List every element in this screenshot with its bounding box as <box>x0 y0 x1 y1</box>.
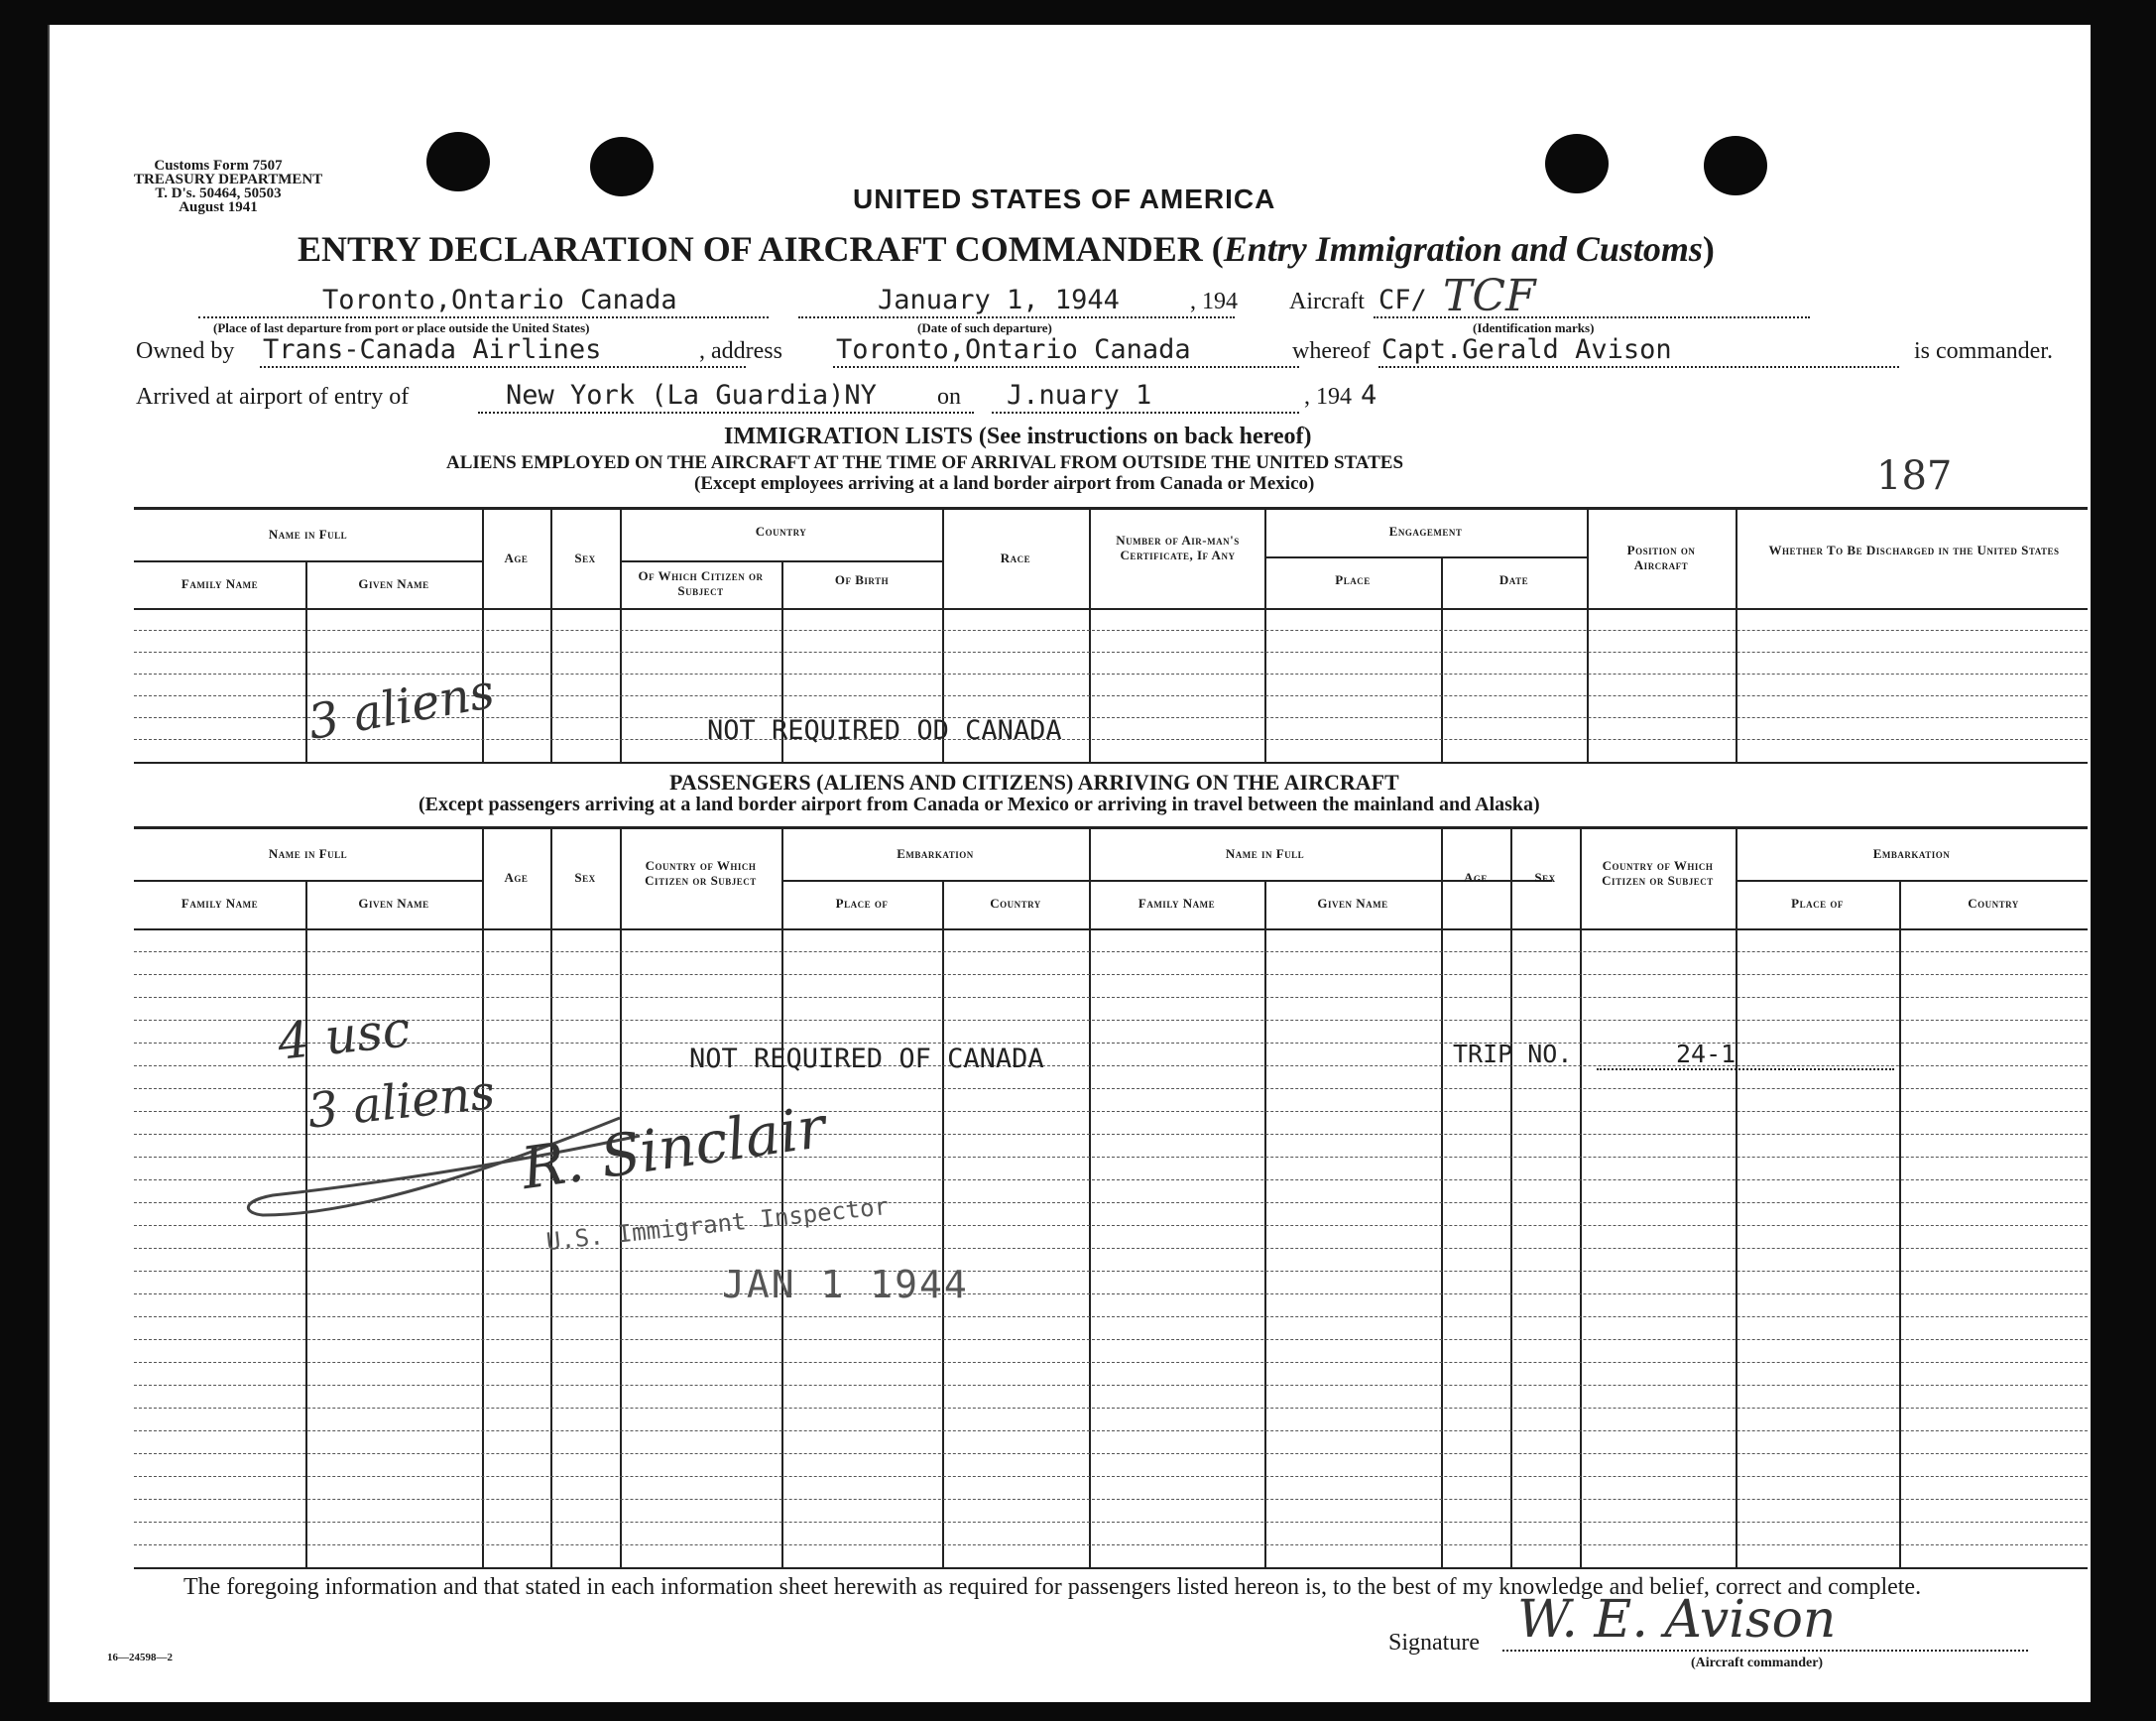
table-rule <box>942 880 944 1567</box>
dotted-line <box>992 412 1299 414</box>
arrival-year-digit: 4 <box>1361 380 1377 411</box>
trip-label: TRIP NO. <box>1453 1040 1573 1068</box>
table-row-rule <box>134 1020 2088 1021</box>
immigration-title: IMMIGRATION LISTS (See instructions on back hereof) <box>724 424 1312 449</box>
col-discharged: Whether To Be Discharged in the United States <box>1768 543 2060 557</box>
dotted-line <box>1502 1650 2028 1652</box>
year-suffix: , 194 <box>1190 289 1238 314</box>
table-rule <box>1089 507 1091 762</box>
col-place-of-2: Place of <box>1791 896 1844 911</box>
table-rule <box>1899 880 1901 1567</box>
arrival-airport: New York (La Guardia)NY <box>506 380 877 411</box>
col-citizen-of-2: Country of Which Citizen or Subject <box>1602 858 1714 888</box>
dotted-line <box>1378 366 1899 368</box>
col-embarkation-2: Embarkation <box>1872 846 1951 861</box>
inspector-signature: R. Sinclair <box>517 1092 830 1203</box>
form-id-line: Customs Form 7507 <box>154 158 283 174</box>
aircraft-handwritten: TCF <box>1443 271 1536 321</box>
form-id-line: TREASURY DEPARTMENT <box>134 172 323 187</box>
col-given-name: Given Name <box>358 896 429 911</box>
departure-date: January 1, 1944 <box>878 285 1120 315</box>
form-number: 16—24598—2 <box>107 1652 173 1663</box>
dotted-line <box>798 316 1235 318</box>
arrival-label: Arrived at airport of entry of <box>136 384 410 410</box>
page-number: 187 <box>1876 453 1953 499</box>
table-rule <box>1580 826 1582 1567</box>
table-rule <box>550 507 552 762</box>
col-race: Race <box>1000 551 1031 565</box>
table-row-rule <box>134 1499 2088 1500</box>
col-family-name-2: Family Name <box>1138 896 1216 911</box>
col-sex: Sex <box>574 551 596 565</box>
handwritten-aliens-note: 3 aliens <box>303 664 499 751</box>
trip-number: 24-1 <box>1676 1040 1737 1068</box>
table-row-rule <box>134 1293 2088 1294</box>
col-sex-2: Sex <box>1534 870 1556 885</box>
col-date: Date <box>1498 572 1529 587</box>
col-embarkation-country: Country <box>990 896 1041 911</box>
aircraft-typed: CF/ <box>1378 285 1427 315</box>
dotted-line <box>1597 1068 1894 1070</box>
table-rule <box>1264 880 1266 1567</box>
col-citizen-of: Country of Which Citizen or Subject <box>645 858 757 888</box>
col-airman-cert: Number of Air-man's Certificate, If Any <box>1116 533 1240 562</box>
table-rule <box>134 928 2088 930</box>
table-row-rule <box>134 1362 2088 1363</box>
table-row-rule <box>134 1065 2088 1066</box>
table-rule <box>134 826 2088 829</box>
punch-hole <box>1545 134 1609 193</box>
departure-date-caption: (Date of such departure) <box>917 320 1052 335</box>
table-rule <box>1587 507 1589 762</box>
table-row-rule <box>134 1043 2088 1044</box>
punch-hole <box>426 132 490 191</box>
table-rule <box>1264 556 1587 558</box>
handwritten-usc-note: 4 usc <box>275 1000 414 1071</box>
table-row-rule <box>134 1385 2088 1386</box>
table-rule <box>1264 507 1266 762</box>
dotted-line <box>1374 316 1810 318</box>
aircraft-caption: (Identification marks) <box>1473 320 1595 335</box>
table-rule <box>482 507 484 762</box>
table-row-rule <box>134 1271 2088 1272</box>
departure-place-caption: (Place of last departure from port or place outside the United States) <box>213 320 590 335</box>
col-family-name: Family Name <box>180 896 259 911</box>
table-row-rule <box>134 1522 2088 1523</box>
col-country: Country <box>755 524 807 539</box>
table-row-rule <box>134 997 2088 998</box>
col-name-in-full-2: Name in Full <box>1225 846 1305 861</box>
table-rule <box>134 560 482 562</box>
aircraft-label: Aircraft <box>1289 289 1365 314</box>
arrival-year-label: , 194 <box>1304 384 1352 410</box>
main-title-italic: Entry Immigration and Customs <box>1223 229 1703 269</box>
col-age: Age <box>504 870 529 885</box>
col-embarkation-country-2: Country <box>1968 896 2019 911</box>
arrival-date: J.nuary 1 <box>1007 380 1152 411</box>
table-rule <box>1510 826 1512 1567</box>
dotted-line <box>198 316 769 318</box>
table-row-rule <box>134 951 2088 952</box>
typed-not-required-note-2: NOT REQUIRED OF CANADA <box>689 1044 1044 1074</box>
table-rule <box>134 880 482 882</box>
table-row-rule <box>134 630 2088 631</box>
table-row-rule <box>134 1316 2088 1317</box>
table-rule <box>134 1567 2088 1569</box>
table-rule <box>781 826 783 1567</box>
table-row-rule <box>134 652 2088 653</box>
form-paper <box>48 25 2091 1702</box>
table-row-rule <box>134 974 2088 975</box>
table-row-rule <box>134 1430 2088 1431</box>
table-rule <box>1441 826 1443 1567</box>
owner-address: Toronto,Ontario Canada <box>836 334 1191 365</box>
col-name-in-full: Name in Full <box>268 527 348 542</box>
table-rule <box>134 507 2088 510</box>
col-citizen-of: Of Which Citizen or Subject <box>638 568 764 598</box>
punch-hole <box>590 137 654 196</box>
signature-label: Signature <box>1388 1630 1480 1656</box>
main-title <box>298 228 1715 270</box>
table-row-rule <box>134 1408 2088 1409</box>
table-rule <box>1736 826 1737 1567</box>
address-label: , address <box>699 338 782 364</box>
table-rule <box>620 507 622 762</box>
main-title-end: ) <box>1702 229 1715 269</box>
table-row-rule <box>134 1225 2088 1226</box>
dotted-line <box>478 412 974 414</box>
col-of-birth: Of Birth <box>834 572 890 587</box>
table-rule <box>1089 826 1091 1567</box>
col-given-name: Given Name <box>358 576 429 591</box>
col-place-of: Place of <box>835 896 889 911</box>
departure-place: Toronto,Ontario Canada <box>322 285 677 315</box>
owner-name: Trans-Canada Airlines <box>263 334 602 365</box>
owned-by-label: Owned by <box>136 338 235 364</box>
table-rule <box>134 762 2088 764</box>
form-id-line: T. D's. 50464, 50503 <box>155 185 282 201</box>
handwritten-aliens-note-2: 3 aliens <box>304 1064 498 1140</box>
signature-caption: (Aircraft commander) <box>1691 1656 1824 1670</box>
table-row-rule <box>134 1453 2088 1454</box>
col-embarkation: Embarkation <box>897 846 974 861</box>
table-rule <box>781 880 1204 882</box>
main-title-plain: ENTRY DECLARATION OF AIRCRAFT COMMANDER ( <box>298 229 1224 269</box>
is-commander-label: is commander. <box>1914 338 2053 364</box>
inspector-stamp: U.S. Immigrant Inspector <box>544 1191 891 1257</box>
table-row-rule <box>134 1544 2088 1545</box>
punch-hole <box>1704 136 1767 195</box>
stamp-date: JAN 1 1944 <box>722 1263 969 1306</box>
immigration-subtitle-2: (Except employees arriving at a land border airport from Canada or Mexico) <box>694 473 1315 494</box>
passengers-title: PASSENGERS (ALIENS AND CITIZENS) ARRIVING ON THE AIRCRAFT <box>669 770 1399 795</box>
declaration-text: The foregoing information and that stated in each information sheet herewith as required for passengers listed hereon is, to the best of my knowledge and belief, correct and complete. <box>183 1574 1922 1600</box>
table-row-rule <box>134 1476 2088 1477</box>
col-name-in-full: Name in Full <box>268 846 348 861</box>
col-engagement: Engagement <box>1388 524 1463 539</box>
form-id-line: August 1941 <box>179 199 258 215</box>
arrival-on-label: on <box>937 384 961 410</box>
table-rule <box>134 608 2088 610</box>
passengers-subtitle: (Except passengers arriving at a land border airport from Canada or Mexico or arriving in travel between the mainland and Alaska) <box>419 794 1540 815</box>
col-age-2: Age <box>1464 870 1488 885</box>
typed-not-required-note: NOT REQUIRED OD CANADA <box>707 715 1062 746</box>
commander-signature: W. E. Avison <box>1517 1590 1837 1650</box>
col-position: Position on Aircraft <box>1626 543 1696 572</box>
form-id-block <box>134 158 323 215</box>
col-given-name-2: Given Name <box>1317 896 1388 911</box>
col-place: Place <box>1335 572 1371 587</box>
dotted-line <box>260 366 746 368</box>
col-age: Age <box>504 551 529 565</box>
col-family-name: Family Name <box>180 576 259 591</box>
table-rule <box>1441 556 1443 762</box>
dotted-line <box>833 366 1299 368</box>
immigration-subtitle: ALIENS EMPLOYED ON THE AIRCRAFT AT THE TIME OF ARRIVAL FROM OUTSIDE THE UNITED STATES <box>446 452 1404 473</box>
country-title: UNITED STATES OF AMERICA <box>853 184 1276 214</box>
table-row-rule <box>134 1248 2088 1249</box>
table-rule <box>1736 880 2088 882</box>
table-row-rule <box>134 739 2088 740</box>
col-sex: Sex <box>574 870 596 885</box>
whereof-label: whereof <box>1292 338 1371 364</box>
commander-name: Capt.Gerald Avison <box>1381 334 1672 365</box>
table-row-rule <box>134 1339 2088 1340</box>
table-rule <box>1736 507 1737 762</box>
